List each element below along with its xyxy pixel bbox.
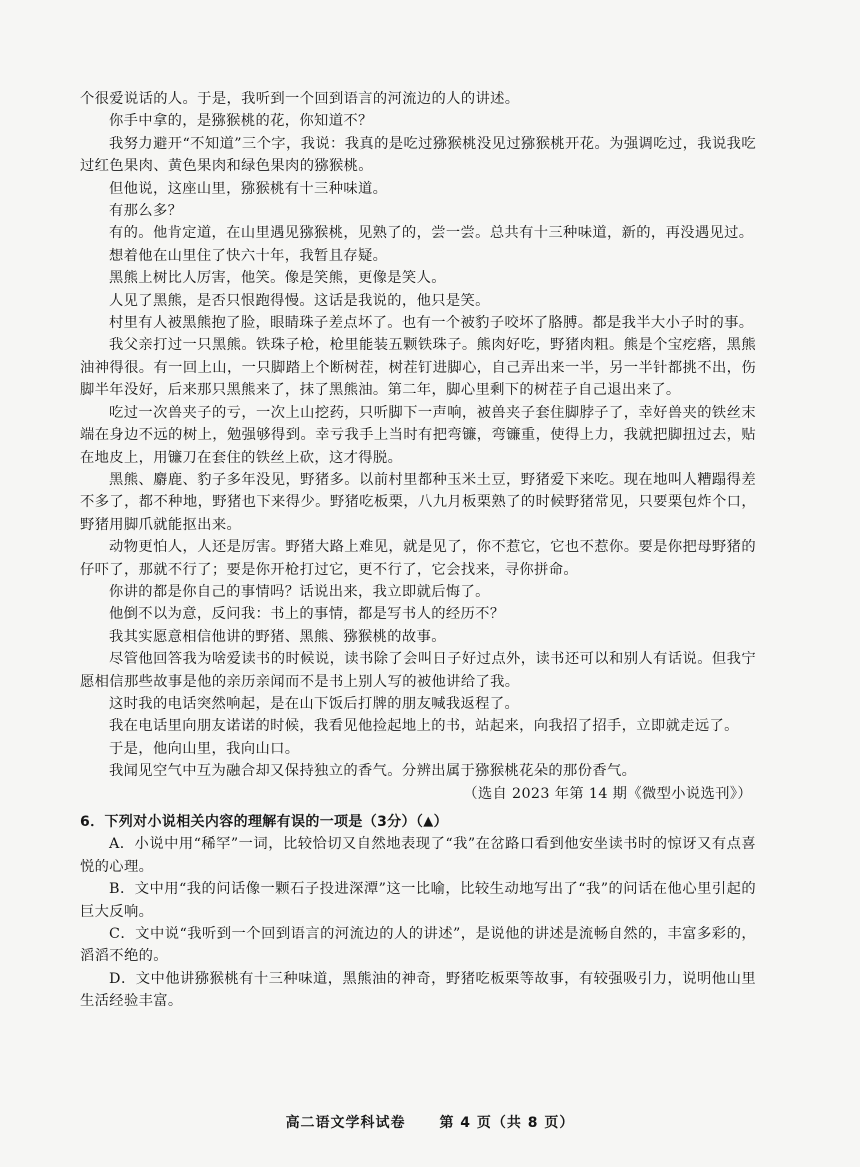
- story-paragraph: 有的。他肯定道，在山里遇见猕猴桃，见熟了的，尝一尝。总共有十三种味道，新的，再没遇见过。: [109, 225, 754, 242]
- story-paragraph: 这时我的电话突然响起，是在山下饭后打牌的朋友喊我返程了。: [109, 695, 520, 712]
- story-paragraph: 黑熊、麝鹿、豹子多年没见，野猪多。以前村里都种玉米土豆，野猪爱下来吃。现在地叫人糟蹋得差不多了，都不种地，野猪也下来得少。野猪吃板栗，八九月板栗熟了的时候野猪常见，只要栗包炸个口，野猪用脚爪就能抠出来。: [80, 471, 756, 533]
- story-paragraph: 村里有人被黑熊抱了脸，眼睛珠子差点坏了。也有一个被豹子咬坏了胳膊。都是我半大小子时的事。: [109, 315, 754, 332]
- story-paragraph: 人见了黑熊，是否只恨跑得慢。这话是我说的，他只是笑。: [109, 292, 490, 309]
- story-paragraph: 你手中拿的，是猕猴桃的花，你知道不？: [109, 113, 373, 130]
- story-paragraph: 我努力避开“不知道”三个字，我说：我真的是吃过猕猴桃没见过猕猴桃开花。为强调吃过，我说我吃过红色果肉、黄色果肉和绿色果肉的猕猴桃。: [80, 135, 756, 175]
- question-stem-end: ）: [433, 814, 448, 830]
- story-paragraph: 你讲的都是你自己的事情吗？话说出来，我立即就后悔了。: [109, 583, 490, 600]
- question-stem-text: 6．下列对小说相关内容的理解有误的一项是（3分）（: [80, 814, 424, 830]
- story-paragraph: 我闻见空气中互为融合却又保持独立的香气。分辨出属于猕猴桃花朵的那份香气。: [109, 763, 637, 780]
- exam-title: 高二语文学科试卷: [285, 1115, 406, 1131]
- story-paragraph: 个很爱说话的人。于是，我听到一个回到语言的河流边的人的讲述。: [80, 91, 520, 107]
- story-paragraph: 于是，他向山里，我向山口。: [109, 740, 300, 757]
- story-paragraph: 有那么多？: [109, 203, 183, 220]
- story-paragraph: 尽管他回答我为啥爱读书的时候说，读书除了会叫日子好过点外，读书还可以和别人有话说。但我宁愿相信那些故事是他的亲历亲闻而不是书上别人写的被他讲给了我。: [80, 651, 756, 690]
- option-d: D．文中他讲猕猴桃有十三种味道，黑熊油的神奇，野猪吃板栗等故事，有较强吸引力，说明他山里生活经验丰富。: [80, 970, 756, 1010]
- story-paragraph: 吃过一次兽夹子的亏，一次上山挖药，只听脚下一声响，被兽夹子套住脚脖子了，幸好兽夹的铁丝末端在身边不远的树上，勉强够得到。幸亏我手上当时有把弯镰，弯镰重，使得上力，我就把脚扭过去，贴在地皮上，用镰刀在套住的铁丝上砍，这才得脱。: [80, 404, 756, 466]
- story-paragraph: 我在电话里向朋友诺诺的时候，我看见他捡起地上的书，站起来，向我招了招手，立即就走远了。: [109, 718, 739, 735]
- question-stem: [80, 811, 756, 833]
- page-number: 第 4 页（共 8 页）: [439, 1115, 575, 1131]
- story-text: [80, 88, 756, 783]
- story-paragraph: 但他说，这座山里，猕猴桃有十三种味道。: [109, 180, 388, 197]
- story-paragraph: 动物更怕人，人还是厉害。野猪大路上难见，就是见了，你不惹它，它也不惹你。要是你把母野猪的仔吓了，那就不行了；要是你开枪打过它，更不行了，它会找来，寻你拼命。: [80, 539, 756, 578]
- option-c: C．文中说“我听到一个回到语言的河流边的人的讲述”，是说他的讲述是流畅自然的，丰富多彩的，滔滔不绝的。: [80, 926, 756, 965]
- question-6: [80, 811, 756, 1013]
- story-paragraph: 黑熊上树比人厉害，他笑。像是笑熊，更像是笑人。: [109, 270, 446, 287]
- story-paragraph: 他倒不以为意，反问我：书上的事情，都是写书人的经历不？: [109, 606, 505, 623]
- option-b: B．文中用“我的问话像一颗石子投进深潭”这一比喻，比较生动地写出了“我”的问话在他心里引起的巨大反响。: [80, 881, 756, 920]
- answer-marker: ▲: [423, 814, 434, 829]
- story-paragraph: 我其实愿意相信他讲的野猪、黑熊、猕猴桃的故事。: [109, 628, 446, 645]
- story-paragraph: 想着他在山里住了快六十年，我暂且存疑。: [109, 247, 388, 264]
- story-paragraph: 我父亲打过一只黑熊。铁珠子枪，枪里能装五颗铁珠子。熊肉好吃，野猪肉粗。熊是个宝疙瘩，黑熊油神得很。有一回上山，一只脚踏上个断树茬，树茬钉进脚心，自己弄出来一半，另一半针都挑不出，伤脚半年没好，后来那只黑熊来了，抹了黑熊油。第二年，脚心里剩下的树茬子自己退出来了。: [80, 337, 756, 399]
- source-citation: （选自 2023 年第 14 期《微型小说选刊》）: [463, 785, 752, 802]
- page-footer: [0, 1112, 860, 1132]
- option-a: A．小说中用“稀罕”一词，比较恰切又自然地表现了“我”在岔路口看到他安坐读书时的惊讶又有点喜悦的心理。: [80, 836, 756, 875]
- document-body: [80, 88, 756, 1013]
